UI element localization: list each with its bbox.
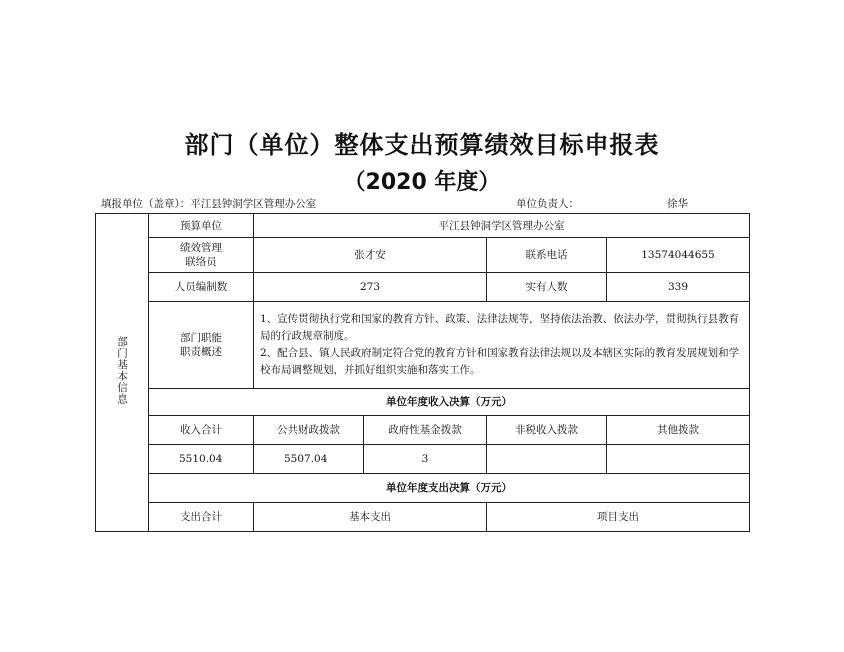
income-header: 政府性基金拨款 [364,416,487,445]
page-subtitle: （2020 年度） [343,170,501,195]
income-value [487,445,607,474]
section-label-cell [96,214,149,532]
table-row [96,445,750,474]
table-row [96,238,750,273]
income-header: 收入合计 [149,416,254,445]
income-value: 5507.04 [254,445,364,474]
staff-label: 人员编制数 [149,273,254,302]
fill-unit: 填报单位（盖章）：平江县钟洞学区管理办公室 [101,198,317,210]
actual-label: 实有人数 [487,273,607,302]
income-header: 非税收入拨款 [487,416,607,445]
function-text: 1、宣传贯彻执行党和国家的教育方针、政策、法律法规等，坚持依法治教、依法办学，贯彻执行县教育局的行政规章制度。 2、配合县、镇人民政府制定符合党的教育方针和国家教育法律法规以及本辖区实际的教育发展规划和学校布局调整规划，并抓好组织实施和落实工作。 [254,302,750,389]
table-row [96,214,750,238]
responsible-label: 单位负责人： [516,198,579,210]
section-label: 部门基本信息 [116,336,128,405]
performance-table [95,213,750,532]
income-section-title: 单位年度收入决算（万元） [149,389,750,416]
budget-unit-label: 预算单位 [149,214,254,238]
income-value [607,445,750,474]
table-row [96,302,750,389]
contact-label: 绩效管理 联络员 [149,238,254,273]
function-label: 部门职能 职责概述 [149,302,254,389]
table-row [96,416,750,445]
expense-header: 项目支出 [487,503,750,532]
responsible-name: 徐华 [667,198,688,210]
page-title: 部门（单位）整体支出预算绩效目标申报表 [184,131,660,159]
table-row [96,389,750,416]
table-row [96,273,750,302]
income-value: 3 [364,445,487,474]
expense-section-title: 单位年度支出决算（万元） [149,474,750,503]
expense-header: 基本支出 [254,503,487,532]
table-row [96,503,750,532]
income-header: 其他拨款 [607,416,750,445]
table-row [96,474,750,503]
expense-header: 支出合计 [149,503,254,532]
staff-value: 273 [254,273,487,302]
phone-label: 联系电话 [487,238,607,273]
budget-unit-value: 平江县钟洞学区管理办公室 [254,214,750,238]
income-header: 公共财政拨款 [254,416,364,445]
actual-value: 339 [607,273,750,302]
income-value: 5510.04 [149,445,254,474]
contact-value: 张才安 [254,238,487,273]
phone-value: 13574044655 [607,238,750,273]
